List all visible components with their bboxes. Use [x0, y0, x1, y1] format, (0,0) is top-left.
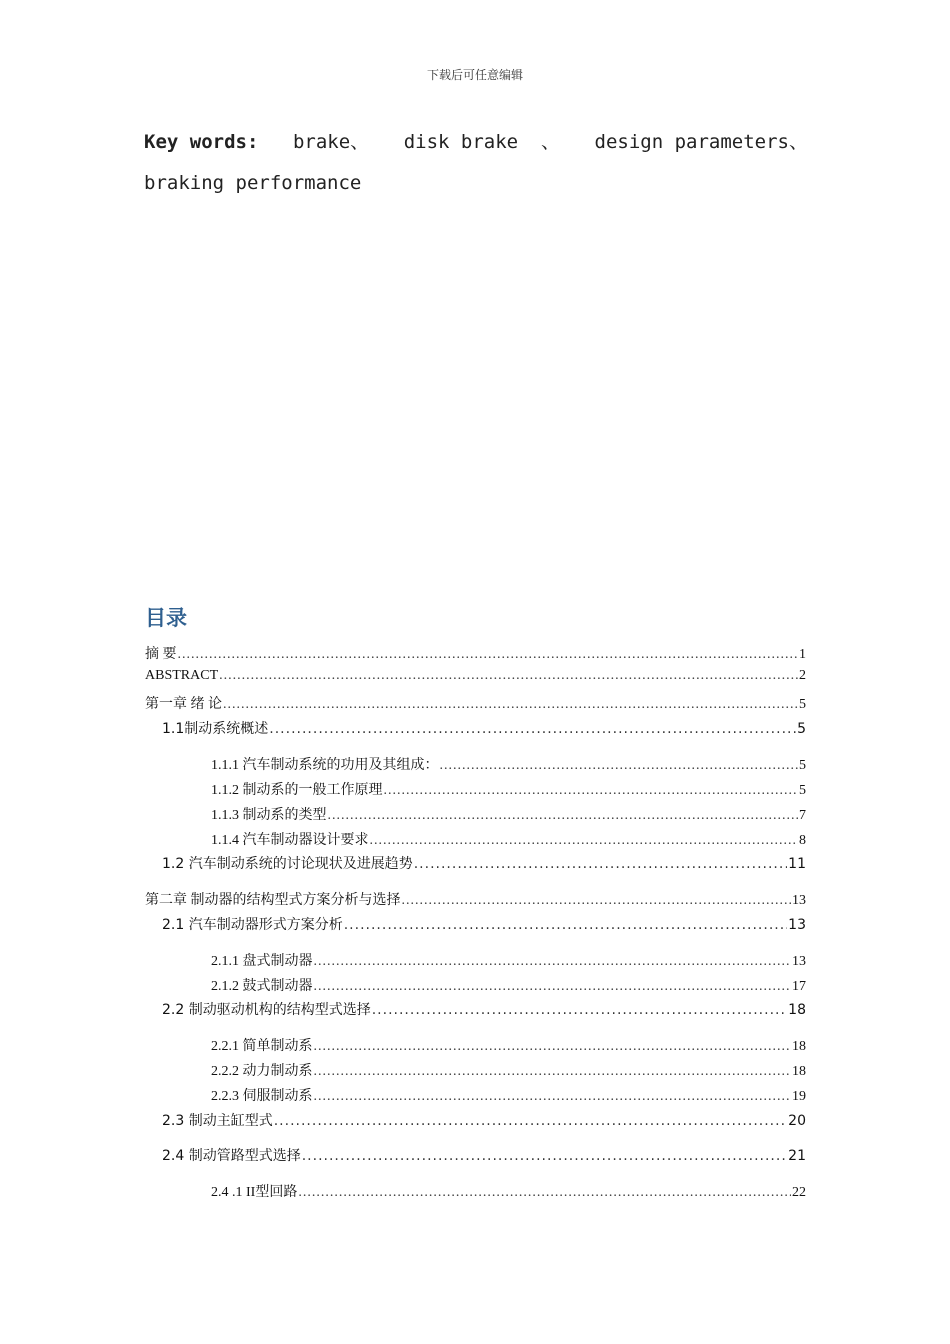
keyword-item: design parameters、 [594, 131, 808, 153]
toc-entry-page: 5 [799, 697, 806, 712]
toc-entry-label: 1.1.4 汽车制动器设计要求 [211, 833, 369, 848]
keyword-item: brake、 [292, 131, 370, 153]
toc-entry-page: 20 [788, 1113, 806, 1129]
toc-entry-label: ABSTRACT [145, 668, 219, 683]
toc-entry[interactable] [145, 889, 806, 909]
toc-entry-label: 第二章 制动器的结构型式方案分析与选择 [145, 893, 401, 908]
toc-leader-dots [314, 954, 792, 970]
toc-entry-page: 18 [792, 1039, 806, 1054]
toc-entry-label: 2.4 .1 II型回路 [211, 1185, 298, 1200]
toc-leader-dots [298, 1185, 791, 1201]
toc-entry-page: 5 [799, 758, 806, 773]
toc-entry[interactable] [145, 693, 806, 713]
toc-entry-page: 1 [799, 647, 806, 662]
toc-leader-dots [314, 1039, 792, 1055]
toc-entry-page: 18 [792, 1064, 806, 1079]
toc-entry[interactable] [145, 668, 806, 684]
toc-leader-dots [178, 647, 799, 663]
keyword-item: disk brake 、 [403, 131, 560, 153]
toc-entry-label: 摘 要 [145, 647, 177, 662]
toc-entry[interactable] [162, 1145, 806, 1165]
toc-entry-label: 2.2.1 简单制动系 [211, 1039, 313, 1054]
toc-entry[interactable] [162, 718, 806, 738]
toc-leader-dots [314, 1089, 792, 1105]
toc-entry-page: 22 [792, 1185, 806, 1200]
toc-entry-label: 2.2.2 动力制动系 [211, 1064, 313, 1079]
toc-entry[interactable] [211, 1060, 806, 1080]
toc-leader-dots [302, 1148, 787, 1164]
toc-entry-label: 1.1.2 制动系的一般工作原理 [211, 783, 383, 798]
toc-entry-page: 5 [797, 721, 806, 737]
toc-entry-label: 2.1.2 鼓式制动器 [211, 979, 313, 994]
toc-leader-dots [402, 893, 792, 909]
toc-leader-dots [440, 758, 799, 774]
toc-leader-dots [269, 721, 796, 737]
toc-leader-dots [314, 979, 792, 995]
toc-leader-dots [344, 917, 787, 933]
toc-leader-dots [223, 697, 798, 713]
toc-leader-dots [219, 668, 798, 684]
toc-leader-dots [372, 1002, 787, 1018]
toc-entry[interactable] [211, 950, 806, 970]
toc-entry-page: 7 [799, 808, 806, 823]
toc-entry[interactable] [211, 779, 806, 799]
toc-entry[interactable] [162, 999, 806, 1019]
toc-entry[interactable] [145, 643, 806, 663]
toc-entry-page: 2 [799, 668, 806, 683]
toc-entry-label: 2.4 制动管路型式选择 [162, 1148, 301, 1164]
keywords-line-2: braking performance [144, 172, 362, 194]
toc-entry-label: 2.2 制动驱动机构的结构型式选择 [162, 1002, 371, 1018]
toc-entry[interactable] [211, 1035, 806, 1055]
toc-entry[interactable] [211, 975, 806, 995]
toc-entry-page: 17 [792, 979, 806, 994]
toc-entry-page: 11 [788, 856, 806, 872]
toc-entry[interactable] [211, 829, 806, 849]
toc-entry-label: 2.3 制动主缸型式 [162, 1113, 273, 1129]
toc-entry-label: 1.1制动系统概述 [162, 721, 269, 737]
toc-entry-page: 18 [788, 1002, 806, 1018]
toc-entry-page: 13 [792, 893, 806, 908]
toc-entry[interactable] [211, 1181, 806, 1201]
toc-entry[interactable] [211, 1085, 806, 1105]
toc-leader-dots [384, 783, 799, 799]
toc-entry-label: 2.2.3 伺服制动系 [211, 1089, 313, 1104]
keywords-block [144, 122, 808, 204]
toc-entry-label: 1.2 汽车制动系统的讨论现状及进展趋势 [162, 856, 413, 872]
toc-entry[interactable] [162, 1110, 806, 1130]
toc-entry-label: 2.1 汽车制动器形式方案分析 [162, 917, 343, 933]
toc-entry-page: 19 [792, 1089, 806, 1104]
toc-entry[interactable] [162, 914, 806, 934]
toc-title: 目录 [145, 606, 187, 630]
toc-leader-dots [314, 1064, 792, 1080]
toc-entry-label: 1.1.1 汽车制动系统的功用及其组成： [211, 758, 439, 773]
keywords-label: Key words: [144, 131, 259, 153]
toc-entry-page: 8 [799, 833, 806, 848]
toc-leader-dots [274, 1113, 787, 1129]
toc-entry-page: 5 [799, 783, 806, 798]
toc-entry-page: 13 [788, 917, 806, 933]
toc-entry[interactable] [162, 853, 806, 873]
page-header-note: 下载后可任意编辑 [426, 68, 523, 82]
toc-leader-dots [328, 808, 799, 824]
toc-entry-label: 第一章 绪 论 [145, 697, 222, 712]
toc-leader-dots [370, 833, 799, 849]
toc-entry-page: 13 [792, 954, 806, 969]
toc-entry[interactable] [211, 804, 806, 824]
toc-entry[interactable] [211, 754, 806, 774]
toc-entry-label: 2.1.1 盘式制动器 [211, 954, 313, 969]
toc-entry-page: 21 [788, 1148, 806, 1164]
keywords-line-1 [144, 122, 808, 163]
toc-leader-dots [414, 856, 787, 872]
toc-entry-label: 1.1.3 制动系的类型 [211, 808, 327, 823]
